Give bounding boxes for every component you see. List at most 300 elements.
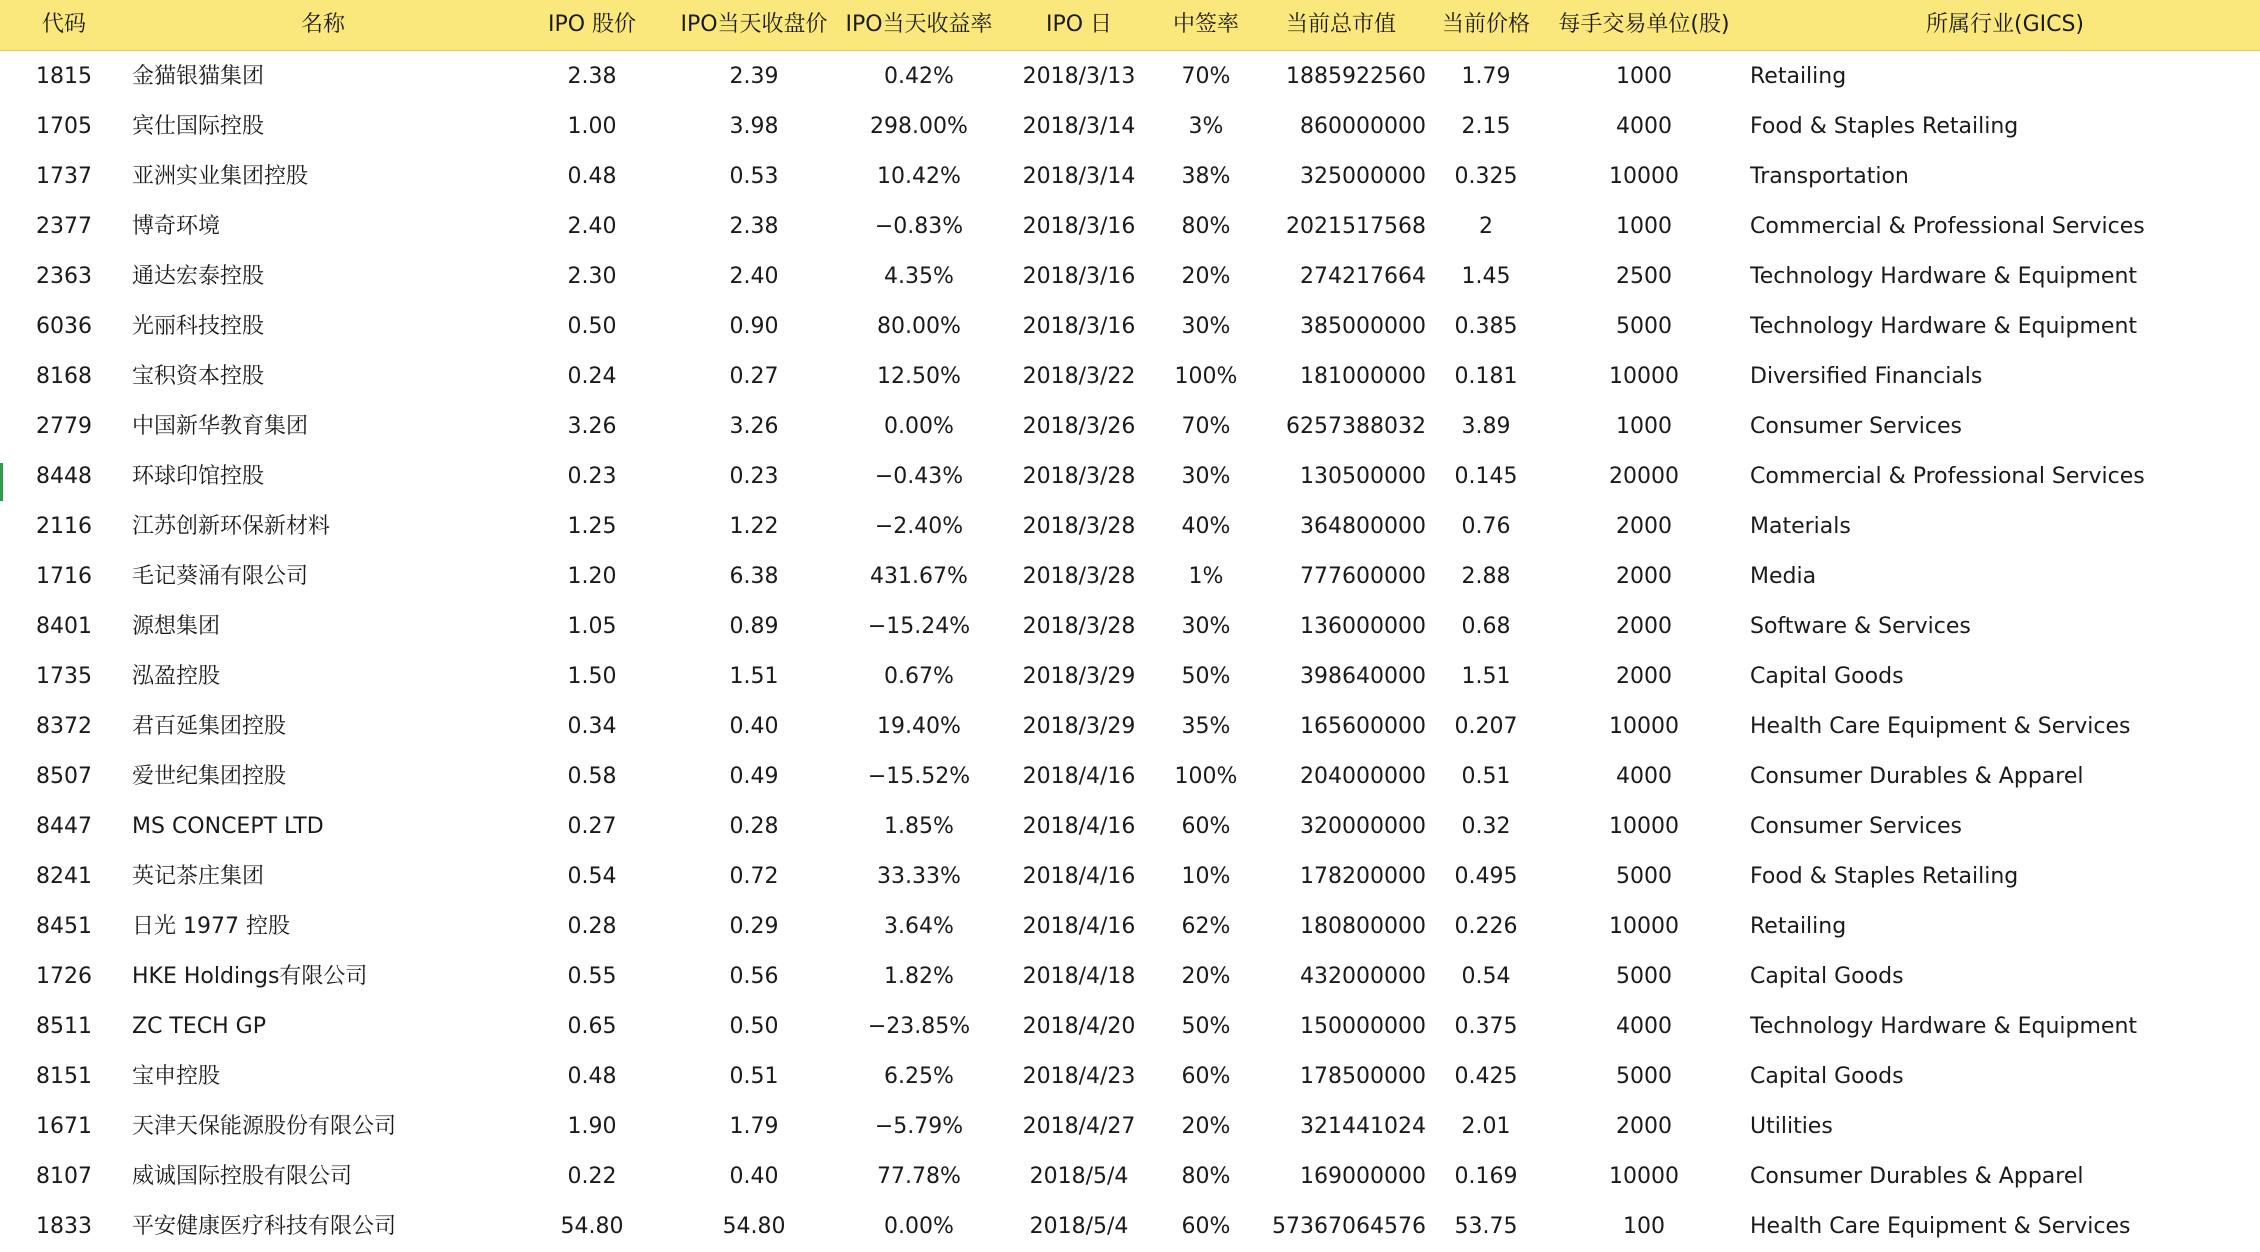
cell-lot-size[interactable]: 10000	[1609, 164, 1679, 189]
cell-ipo-date[interactable]: 2018/4/16	[1022, 814, 1136, 839]
cell-ipo-close[interactable]: 0.51	[729, 1064, 779, 1089]
cell-allot-rate[interactable]: 50%	[1181, 664, 1231, 689]
header-ipo-close[interactable]: IPO当天收盘价	[680, 12, 828, 37]
cell-ipo-return[interactable]: −5.79%	[874, 1114, 964, 1139]
header-row	[0, 0, 2260, 51]
cell-lot-size[interactable]: 1000	[1616, 414, 1672, 439]
table-row[interactable]	[0, 552, 2260, 602]
cell-ipo-return[interactable]: 1.85%	[884, 814, 954, 839]
cell-ipo-date[interactable]: 2018/3/26	[1022, 414, 1136, 439]
cell-lot-size[interactable]: 100	[1623, 1214, 1665, 1239]
cell-name[interactable]: 环球印馆控股	[132, 464, 265, 489]
cell-name[interactable]: 江苏创新环保新材料	[132, 514, 331, 539]
cell-code[interactable]: 8107	[36, 1164, 92, 1189]
cell-industry[interactable]: Health Care Equipment & Services	[1750, 1214, 2131, 1239]
cell-lot-size[interactable]: 5000	[1616, 314, 1672, 339]
table-row[interactable]	[0, 952, 2260, 1002]
cell-code[interactable]: 1726	[36, 964, 92, 989]
cell-ipo-close[interactable]: 54.80	[722, 1214, 786, 1239]
cell-ipo-return[interactable]: −23.85%	[867, 1014, 971, 1039]
cell-code[interactable]: 8151	[36, 1064, 92, 1089]
cell-ipo-price[interactable]: 0.65	[567, 1014, 617, 1039]
cell-market-cap[interactable]: 150000000	[1300, 1014, 1426, 1039]
cell-code[interactable]: 1833	[36, 1214, 92, 1239]
cell-market-cap[interactable]: 204000000	[1300, 764, 1426, 789]
cell-code[interactable]: 1737	[36, 164, 92, 189]
cell-lot-size[interactable]: 2000	[1616, 614, 1672, 639]
cell-ipo-close[interactable]: 2.40	[729, 264, 779, 289]
table-row[interactable]	[0, 902, 2260, 952]
cell-name[interactable]: HKE Holdings有限公司	[132, 964, 368, 989]
cell-ipo-price[interactable]: 0.58	[567, 764, 617, 789]
cell-ipo-date[interactable]: 2018/4/16	[1022, 764, 1136, 789]
header-ipo-return[interactable]: IPO当天收益率	[845, 12, 993, 37]
cell-lot-size[interactable]: 10000	[1609, 714, 1679, 739]
cell-name[interactable]: 平安健康医疗科技有限公司	[132, 1214, 397, 1239]
cell-industry[interactable]: Commercial & Professional Services	[1750, 464, 2145, 489]
cell-allot-rate[interactable]: 80%	[1181, 214, 1231, 239]
cell-market-cap[interactable]: 320000000	[1300, 814, 1426, 839]
cell-ipo-date[interactable]: 2018/3/28	[1022, 514, 1136, 539]
cell-current-price[interactable]: 0.226	[1454, 914, 1518, 939]
cell-industry[interactable]: Consumer Durables & Apparel	[1750, 764, 2084, 789]
cell-allot-rate[interactable]: 20%	[1181, 964, 1231, 989]
cell-ipo-date[interactable]: 2018/3/13	[1022, 64, 1136, 89]
cell-allot-rate[interactable]: 70%	[1181, 64, 1231, 89]
table-row[interactable]	[0, 102, 2260, 152]
cell-current-price[interactable]: 0.68	[1461, 614, 1511, 639]
cell-ipo-price[interactable]: 0.48	[567, 164, 617, 189]
cell-ipo-price[interactable]: 2.40	[567, 214, 617, 239]
cell-name[interactable]: 通达宏泰控股	[132, 264, 265, 289]
cell-industry[interactable]: Retailing	[1750, 914, 1847, 939]
cell-ipo-close[interactable]: 3.98	[729, 114, 779, 139]
cell-ipo-return[interactable]: −0.83%	[874, 214, 964, 239]
cell-current-price[interactable]: 2.15	[1461, 114, 1511, 139]
cell-name[interactable]: 金猫银猫集团	[132, 64, 265, 89]
table-row[interactable]	[0, 1152, 2260, 1202]
cell-name[interactable]: 源想集团	[132, 614, 221, 639]
cell-allot-rate[interactable]: 30%	[1181, 464, 1231, 489]
cell-ipo-price[interactable]: 3.26	[567, 414, 617, 439]
cell-lot-size[interactable]: 5000	[1616, 864, 1672, 889]
cell-market-cap[interactable]: 165600000	[1300, 714, 1426, 739]
cell-code[interactable]: 2377	[36, 214, 92, 239]
cell-market-cap[interactable]: 777600000	[1300, 564, 1426, 589]
cell-ipo-close[interactable]: 1.22	[729, 514, 779, 539]
cell-lot-size[interactable]: 1000	[1616, 64, 1672, 89]
cell-market-cap[interactable]: 178200000	[1300, 864, 1426, 889]
cell-ipo-price[interactable]: 1.50	[567, 664, 617, 689]
table-row[interactable]	[0, 302, 2260, 352]
cell-ipo-return[interactable]: 77.78%	[877, 1164, 961, 1189]
table-row[interactable]	[0, 152, 2260, 202]
header-allot-rate[interactable]: 中签率	[1172, 12, 1239, 37]
cell-name[interactable]: 亚洲实业集团控股	[132, 164, 309, 189]
cell-industry[interactable]: Media	[1750, 564, 1817, 589]
cell-ipo-close[interactable]: 0.53	[729, 164, 779, 189]
cell-ipo-date[interactable]: 2018/3/16	[1022, 214, 1136, 239]
cell-ipo-close[interactable]: 0.40	[729, 714, 779, 739]
cell-code[interactable]: 1735	[36, 664, 92, 689]
cell-industry[interactable]: Capital Goods	[1750, 664, 1904, 689]
cell-lot-size[interactable]: 10000	[1609, 914, 1679, 939]
cell-market-cap[interactable]: 2021517568	[1286, 214, 1426, 239]
cell-ipo-return[interactable]: −15.52%	[867, 764, 971, 789]
cell-ipo-price[interactable]: 0.23	[567, 464, 617, 489]
cell-ipo-close[interactable]: 0.56	[729, 964, 779, 989]
cell-ipo-close[interactable]: 0.90	[729, 314, 779, 339]
cell-current-price[interactable]: 0.145	[1454, 464, 1518, 489]
cell-industry[interactable]: Software & Services	[1750, 614, 1971, 639]
cell-ipo-date[interactable]: 2018/3/28	[1022, 564, 1136, 589]
cell-ipo-price[interactable]: 0.55	[567, 964, 617, 989]
cell-industry[interactable]: Materials	[1750, 514, 1851, 539]
cell-ipo-date[interactable]: 2018/3/28	[1022, 614, 1136, 639]
cell-market-cap[interactable]: 432000000	[1300, 964, 1426, 989]
cell-allot-rate[interactable]: 40%	[1181, 514, 1231, 539]
cell-ipo-close[interactable]: 0.29	[729, 914, 779, 939]
cell-current-price[interactable]: 0.32	[1461, 814, 1511, 839]
cell-lot-size[interactable]: 10000	[1609, 814, 1679, 839]
cell-code[interactable]: 2779	[36, 414, 92, 439]
cell-ipo-return[interactable]: 4.35%	[884, 264, 954, 289]
cell-market-cap[interactable]: 136000000	[1300, 614, 1426, 639]
cell-code[interactable]: 8448	[36, 464, 92, 489]
cell-current-price[interactable]: 1.79	[1461, 64, 1511, 89]
cell-ipo-close[interactable]: 0.50	[729, 1014, 779, 1039]
cell-allot-rate[interactable]: 35%	[1181, 714, 1231, 739]
cell-ipo-date[interactable]: 2018/5/4	[1029, 1164, 1129, 1189]
cell-market-cap[interactable]: 325000000	[1300, 164, 1426, 189]
cell-ipo-price[interactable]: 54.80	[560, 1214, 624, 1239]
cell-lot-size[interactable]: 2000	[1616, 564, 1672, 589]
cell-market-cap[interactable]: 860000000	[1300, 114, 1426, 139]
cell-code[interactable]: 1815	[36, 64, 92, 89]
cell-industry[interactable]: Capital Goods	[1750, 1064, 1904, 1089]
cell-ipo-close[interactable]: 2.38	[729, 214, 779, 239]
cell-lot-size[interactable]: 2000	[1616, 664, 1672, 689]
cell-allot-rate[interactable]: 50%	[1181, 1014, 1231, 1039]
cell-allot-rate[interactable]: 80%	[1181, 1164, 1231, 1189]
cell-allot-rate[interactable]: 30%	[1181, 314, 1231, 339]
cell-allot-rate[interactable]: 20%	[1181, 264, 1231, 289]
cell-ipo-price[interactable]: 1.00	[567, 114, 617, 139]
cell-ipo-close[interactable]: 0.72	[729, 864, 779, 889]
cell-lot-size[interactable]: 10000	[1609, 1164, 1679, 1189]
cell-ipo-return[interactable]: 33.33%	[877, 864, 961, 889]
table-row[interactable]	[0, 52, 2260, 102]
cell-ipo-close[interactable]: 3.26	[729, 414, 779, 439]
cell-ipo-date[interactable]: 2018/3/16	[1022, 264, 1136, 289]
cell-code[interactable]: 8168	[36, 364, 92, 389]
cell-ipo-close[interactable]: 0.27	[729, 364, 779, 389]
cell-ipo-date[interactable]: 2018/4/18	[1022, 964, 1136, 989]
cell-code[interactable]: 8372	[36, 714, 92, 739]
cell-allot-rate[interactable]: 10%	[1181, 864, 1231, 889]
cell-code[interactable]: 1671	[36, 1114, 92, 1139]
cell-market-cap[interactable]: 364800000	[1300, 514, 1426, 539]
cell-name[interactable]: 毛记葵涌有限公司	[132, 564, 309, 589]
cell-name[interactable]: 威诚国际控股有限公司	[132, 1164, 353, 1189]
cell-ipo-return[interactable]: 1.82%	[884, 964, 954, 989]
cell-name[interactable]: 日光 1977 控股	[132, 914, 290, 939]
cell-industry[interactable]: Consumer Durables & Apparel	[1750, 1164, 2084, 1189]
cell-ipo-close[interactable]: 0.89	[729, 614, 779, 639]
cell-industry[interactable]: Commercial & Professional Services	[1750, 214, 2145, 239]
cell-market-cap[interactable]: 6257388032	[1286, 414, 1426, 439]
cell-current-price[interactable]: 0.76	[1461, 514, 1511, 539]
cell-current-price[interactable]: 2.01	[1461, 1114, 1511, 1139]
cell-allot-rate[interactable]: 100%	[1174, 364, 1238, 389]
cell-current-price[interactable]: 0.385	[1454, 314, 1518, 339]
cell-ipo-price[interactable]: 2.30	[567, 264, 617, 289]
cell-lot-size[interactable]: 4000	[1616, 764, 1672, 789]
cell-ipo-date[interactable]: 2018/3/14	[1022, 164, 1136, 189]
cell-current-price[interactable]: 3.89	[1461, 414, 1511, 439]
cell-market-cap[interactable]: 274217664	[1300, 264, 1426, 289]
cell-ipo-price[interactable]: 0.48	[567, 1064, 617, 1089]
cell-market-cap[interactable]: 180800000	[1300, 914, 1426, 939]
cell-ipo-date[interactable]: 2018/4/23	[1022, 1064, 1136, 1089]
cell-ipo-close[interactable]: 6.38	[729, 564, 779, 589]
cell-current-price[interactable]: 0.54	[1461, 964, 1511, 989]
cell-ipo-return[interactable]: 431.67%	[870, 564, 968, 589]
cell-ipo-close[interactable]: 1.51	[729, 664, 779, 689]
table-row[interactable]	[0, 1052, 2260, 1102]
cell-ipo-close[interactable]: 2.39	[729, 64, 779, 89]
cell-industry[interactable]: Consumer Services	[1750, 414, 1962, 439]
cell-lot-size[interactable]: 4000	[1616, 114, 1672, 139]
cell-industry[interactable]: Food & Staples Retailing	[1750, 864, 2019, 889]
cell-name[interactable]: 宝积资本控股	[132, 364, 265, 389]
cell-name[interactable]: 宝申控股	[132, 1064, 221, 1089]
cell-ipo-price[interactable]: 1.20	[567, 564, 617, 589]
cell-industry[interactable]: Capital Goods	[1750, 964, 1904, 989]
cell-ipo-return[interactable]: 3.64%	[884, 914, 954, 939]
table-row[interactable]	[0, 202, 2260, 252]
cell-ipo-price[interactable]: 0.28	[567, 914, 617, 939]
cell-ipo-return[interactable]: 12.50%	[877, 364, 961, 389]
cell-ipo-date[interactable]: 2018/3/29	[1022, 714, 1136, 739]
cell-current-price[interactable]: 2.88	[1461, 564, 1511, 589]
cell-ipo-date[interactable]: 2018/4/16	[1022, 914, 1136, 939]
cell-ipo-price[interactable]: 0.34	[567, 714, 617, 739]
table-row[interactable]	[0, 652, 2260, 702]
table-row[interactable]	[0, 452, 2260, 502]
header-name[interactable]: 名称	[300, 12, 345, 37]
cell-industry[interactable]: Transportation	[1750, 164, 1909, 189]
cell-allot-rate[interactable]: 1%	[1188, 564, 1224, 589]
cell-lot-size[interactable]: 10000	[1609, 364, 1679, 389]
cell-name[interactable]: 天津天保能源股份有限公司	[132, 1114, 397, 1139]
header-lot-size[interactable]: 每手交易单位(股)	[1558, 12, 1730, 37]
table-row[interactable]	[0, 1102, 2260, 1152]
cell-name[interactable]: 光丽科技控股	[132, 314, 265, 339]
cell-allot-rate[interactable]: 30%	[1181, 614, 1231, 639]
cell-ipo-date[interactable]: 2018/3/14	[1022, 114, 1136, 139]
cell-industry[interactable]: Technology Hardware & Equipment	[1750, 1014, 2138, 1039]
cell-ipo-date[interactable]: 2018/3/29	[1022, 664, 1136, 689]
cell-name[interactable]: 泓盈控股	[132, 664, 221, 689]
table-row[interactable]	[0, 602, 2260, 652]
cell-lot-size[interactable]: 4000	[1616, 1014, 1672, 1039]
header-ipo-price[interactable]: IPO 股价	[547, 12, 637, 37]
cell-code[interactable]: 8507	[36, 764, 92, 789]
header-industry[interactable]: 所属行业(GICS)	[1925, 12, 2085, 37]
cell-ipo-return[interactable]: 0.42%	[884, 64, 954, 89]
cell-lot-size[interactable]: 20000	[1609, 464, 1679, 489]
cell-industry[interactable]: Technology Hardware & Equipment	[1750, 314, 2138, 339]
cell-market-cap[interactable]: 169000000	[1300, 1164, 1426, 1189]
cell-allot-rate[interactable]: 70%	[1181, 414, 1231, 439]
cell-market-cap[interactable]: 130500000	[1300, 464, 1426, 489]
cell-ipo-close[interactable]: 0.23	[729, 464, 779, 489]
header-ipo-date[interactable]: IPO 日	[1045, 12, 1113, 37]
cell-name[interactable]: 中国新华教育集团	[132, 414, 309, 439]
cell-ipo-date[interactable]: 2018/4/16	[1022, 864, 1136, 889]
cell-ipo-return[interactable]: −0.43%	[874, 464, 964, 489]
cell-allot-rate[interactable]: 62%	[1181, 914, 1231, 939]
cell-ipo-close[interactable]: 1.79	[729, 1114, 779, 1139]
cell-code[interactable]: 8451	[36, 914, 92, 939]
cell-lot-size[interactable]: 5000	[1616, 964, 1672, 989]
cell-market-cap[interactable]: 385000000	[1300, 314, 1426, 339]
cell-ipo-close[interactable]: 0.40	[729, 1164, 779, 1189]
cell-name[interactable]: 宾仕国际控股	[132, 114, 265, 139]
table-row[interactable]	[0, 852, 2260, 902]
cell-current-price[interactable]: 1.51	[1461, 664, 1511, 689]
cell-code[interactable]: 1705	[36, 114, 92, 139]
cell-ipo-price[interactable]: 1.90	[567, 1114, 617, 1139]
cell-name[interactable]: 博奇环境	[132, 214, 221, 239]
table-row[interactable]	[0, 1202, 2260, 1252]
cell-industry[interactable]: Health Care Equipment & Services	[1750, 714, 2131, 739]
cell-ipo-price[interactable]: 0.27	[567, 814, 617, 839]
cell-ipo-return[interactable]: 0.00%	[884, 414, 954, 439]
cell-current-price[interactable]: 0.51	[1461, 764, 1511, 789]
cell-industry[interactable]: Retailing	[1750, 64, 1847, 89]
cell-name[interactable]: 爱世纪集团控股	[132, 764, 287, 789]
cell-ipo-return[interactable]: −2.40%	[874, 514, 964, 539]
cell-allot-rate[interactable]: 100%	[1174, 764, 1238, 789]
cell-name[interactable]: ZC TECH GP	[132, 1014, 266, 1039]
table-row[interactable]	[0, 702, 2260, 752]
cell-market-cap[interactable]: 181000000	[1300, 364, 1426, 389]
table-row[interactable]	[0, 752, 2260, 802]
cell-ipo-return[interactable]: 0.67%	[884, 664, 954, 689]
cell-ipo-date[interactable]: 2018/4/20	[1022, 1014, 1136, 1039]
cell-current-price[interactable]: 1.45	[1461, 264, 1511, 289]
cell-ipo-date[interactable]: 2018/5/4	[1029, 1214, 1129, 1239]
header-code[interactable]: 代码	[41, 12, 86, 37]
cell-current-price[interactable]: 2	[1479, 214, 1493, 239]
cell-current-price[interactable]: 53.75	[1454, 1214, 1518, 1239]
cell-current-price[interactable]: 0.425	[1454, 1064, 1518, 1089]
cell-ipo-return[interactable]: 19.40%	[877, 714, 961, 739]
cell-ipo-date[interactable]: 2018/3/28	[1022, 464, 1136, 489]
cell-ipo-price[interactable]: 0.54	[567, 864, 617, 889]
cell-code[interactable]: 8447	[36, 814, 92, 839]
table-row[interactable]	[0, 502, 2260, 552]
cell-code[interactable]: 6036	[36, 314, 92, 339]
cell-ipo-date[interactable]: 2018/3/22	[1022, 364, 1136, 389]
cell-lot-size[interactable]: 2500	[1616, 264, 1672, 289]
table-row[interactable]	[0, 352, 2260, 402]
cell-market-cap[interactable]: 398640000	[1300, 664, 1426, 689]
cell-current-price[interactable]: 0.181	[1454, 364, 1518, 389]
table-row[interactable]	[0, 252, 2260, 302]
cell-ipo-return[interactable]: 6.25%	[884, 1064, 954, 1089]
table-row[interactable]	[0, 802, 2260, 852]
cell-current-price[interactable]: 0.325	[1454, 164, 1518, 189]
cell-market-cap[interactable]: 57367064576	[1272, 1214, 1426, 1239]
cell-lot-size[interactable]: 1000	[1616, 214, 1672, 239]
cell-current-price[interactable]: 0.495	[1454, 864, 1518, 889]
header-current-price[interactable]: 当前价格	[1441, 12, 1530, 37]
cell-industry[interactable]: Diversified Financials	[1750, 364, 1983, 389]
cell-ipo-price[interactable]: 0.50	[567, 314, 617, 339]
cell-current-price[interactable]: 0.169	[1454, 1164, 1518, 1189]
cell-name[interactable]: MS CONCEPT LTD	[132, 814, 324, 839]
cell-ipo-return[interactable]: 0.00%	[884, 1214, 954, 1239]
cell-name[interactable]: 君百延集团控股	[132, 714, 287, 739]
cell-ipo-return[interactable]: −15.24%	[867, 614, 971, 639]
cell-name[interactable]: 英记茶庄集团	[132, 864, 265, 889]
cell-industry[interactable]: Consumer Services	[1750, 814, 1962, 839]
cell-ipo-date[interactable]: 2018/3/16	[1022, 314, 1136, 339]
cell-code[interactable]: 8511	[36, 1014, 92, 1039]
cell-ipo-close[interactable]: 0.28	[729, 814, 779, 839]
cell-industry[interactable]: Utilities	[1750, 1114, 1833, 1139]
cell-ipo-price[interactable]: 2.38	[567, 64, 617, 89]
cell-allot-rate[interactable]: 3%	[1188, 114, 1224, 139]
cell-ipo-return[interactable]: 80.00%	[877, 314, 961, 339]
cell-allot-rate[interactable]: 20%	[1181, 1114, 1231, 1139]
cell-code[interactable]: 2116	[36, 514, 92, 539]
cell-code[interactable]: 1716	[36, 564, 92, 589]
cell-industry[interactable]: Technology Hardware & Equipment	[1750, 264, 2138, 289]
cell-industry[interactable]: Food & Staples Retailing	[1750, 114, 2019, 139]
cell-lot-size[interactable]: 2000	[1616, 1114, 1672, 1139]
cell-code[interactable]: 8401	[36, 614, 92, 639]
cell-lot-size[interactable]: 2000	[1616, 514, 1672, 539]
table-row[interactable]	[0, 402, 2260, 452]
header-market-cap[interactable]: 当前总市值	[1285, 12, 1396, 37]
cell-current-price[interactable]: 0.207	[1454, 714, 1518, 739]
cell-ipo-date[interactable]: 2018/4/27	[1022, 1114, 1136, 1139]
table-row[interactable]	[0, 1002, 2260, 1052]
cell-lot-size[interactable]: 5000	[1616, 1064, 1672, 1089]
cell-current-price[interactable]: 0.375	[1454, 1014, 1518, 1039]
cell-ipo-price[interactable]: 1.05	[567, 614, 617, 639]
cell-allot-rate[interactable]: 60%	[1181, 814, 1231, 839]
cell-ipo-price[interactable]: 0.22	[567, 1164, 617, 1189]
cell-market-cap[interactable]: 321441024	[1300, 1114, 1426, 1139]
cell-code[interactable]: 8241	[36, 864, 92, 889]
cell-ipo-price[interactable]: 0.24	[567, 364, 617, 389]
cell-allot-rate[interactable]: 38%	[1181, 164, 1231, 189]
cell-allot-rate[interactable]: 60%	[1181, 1064, 1231, 1089]
cell-ipo-return[interactable]: 298.00%	[870, 114, 968, 139]
cell-allot-rate[interactable]: 60%	[1181, 1214, 1231, 1239]
cell-ipo-close[interactable]: 0.49	[729, 764, 779, 789]
cell-code[interactable]: 2363	[36, 264, 92, 289]
cell-market-cap[interactable]: 178500000	[1300, 1064, 1426, 1089]
cell-ipo-price[interactable]: 1.25	[567, 514, 617, 539]
cell-market-cap[interactable]: 1885922560	[1286, 64, 1426, 89]
cell-ipo-return[interactable]: 10.42%	[877, 164, 961, 189]
